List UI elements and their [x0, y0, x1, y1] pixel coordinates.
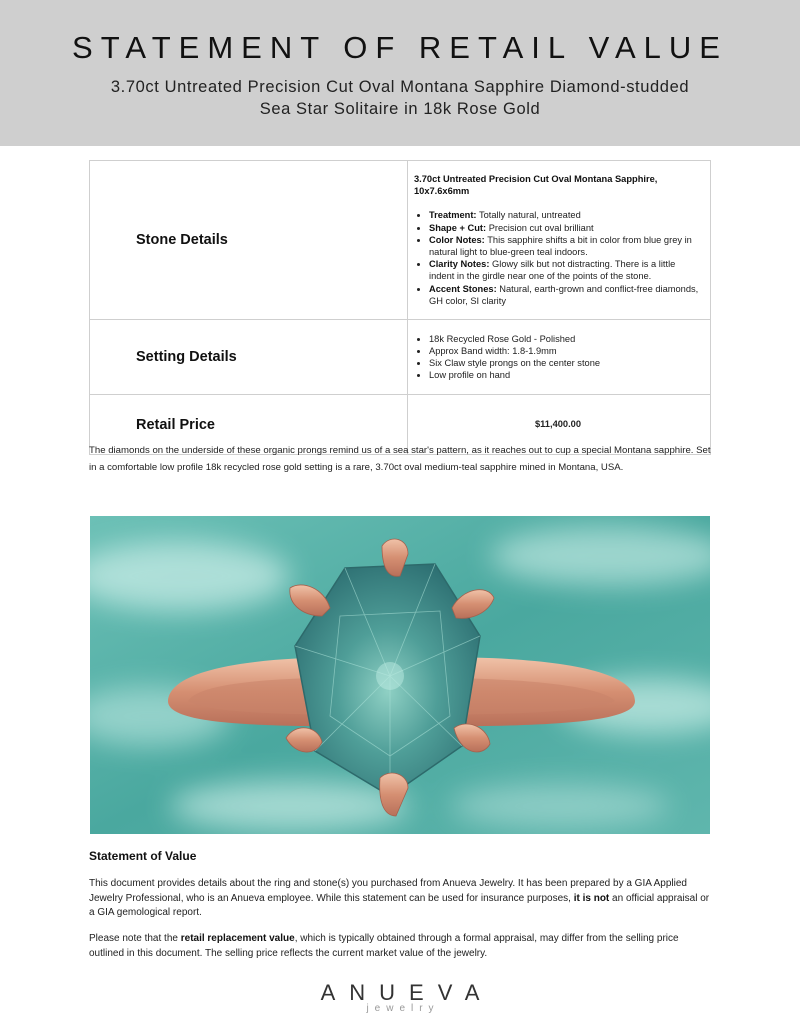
logo-brand: ANUEVA	[320, 980, 494, 1005]
setting-details-row	[90, 320, 711, 395]
anueva-logo	[300, 980, 500, 1014]
stone-details-list	[414, 209, 702, 307]
setting-details-label: Setting Details	[90, 320, 408, 395]
ring-description: The diamonds on the underside of these organic prongs remind us of a sea star's pattern, as it reaches out to cup a special Montana sapphire. Set in a comfortable low profile 18k recycled rose gold setting is a rare, 3.70ct oval medium-teal sapphire mined in Montana, USA.	[89, 445, 711, 473]
list-item: • Low profile on hand	[429, 369, 702, 381]
statement-of-value-title: Statement of Value	[89, 849, 197, 863]
list-item: • 18k Recycled Rose Gold - Polished	[429, 333, 702, 345]
list-item: • Color Notes: This sapphire shifts a bit in color from blue grey in natural light to blue-green teal indoors.	[429, 234, 702, 258]
statement-paragraph-2: Please note that the retail replacement value, which is typically obtained through a formal appraisal, may differ from the selling price outlined in this document. The selling price reflects the current market value of the jewelry.	[89, 933, 679, 959]
stone-details-row	[90, 161, 711, 320]
setting-details-list	[414, 333, 702, 382]
retail-price-label: Retail Price	[90, 395, 408, 455]
stone-title: 3.70ct Untreated Precision Cut Oval Montana Sapphire, 10x7.6x6mm	[414, 173, 658, 197]
list-item: • Accent Stones: Natural, earth-grown and conflict-free diamonds, GH color, SI clarity	[429, 283, 702, 307]
setting-details-cell	[408, 320, 711, 395]
ring-photo	[90, 516, 710, 834]
ring-illustration	[90, 516, 710, 834]
list-item: • Six Claw style prongs on the center stone	[429, 357, 702, 369]
list-item: • Approx Band width: 1.8-1.9mm	[429, 345, 702, 357]
logo-sub: jewelry	[366, 1003, 440, 1014]
details-table	[89, 160, 711, 455]
page-subtitle: 3.70ct Untreated Precision Cut Oval Montana Sapphire Diamond-studded Sea Star Solitaire in 18k Rose Gold	[110, 78, 690, 118]
list-item: • Clarity Notes: Glowy silk but not distracting. There is a little indent in the girdle near one of the points of the stone.	[429, 258, 702, 282]
statement-paragraph-1: This document provides details about the ring and stone(s) you purchased from Anueva Jewelry. It has been prepared by a GIA Applied Jewelry Professional, who is an Anueva employee. While this statement can be used for insurance purposes, it is not an official appraisal or a GIA gemological report.	[89, 878, 710, 918]
page-title: STATEMENT OF RETAIL VALUE	[72, 30, 728, 65]
retail-price-value: $11,400.00	[408, 395, 711, 455]
list-item: • Shape + Cut: Precision cut oval brilliant	[429, 222, 702, 234]
header-banner	[0, 0, 800, 146]
list-item: • Treatment: Totally natural, untreated	[429, 209, 702, 221]
stone-details-label: Stone Details	[90, 161, 408, 320]
stone-details-cell	[408, 161, 711, 320]
